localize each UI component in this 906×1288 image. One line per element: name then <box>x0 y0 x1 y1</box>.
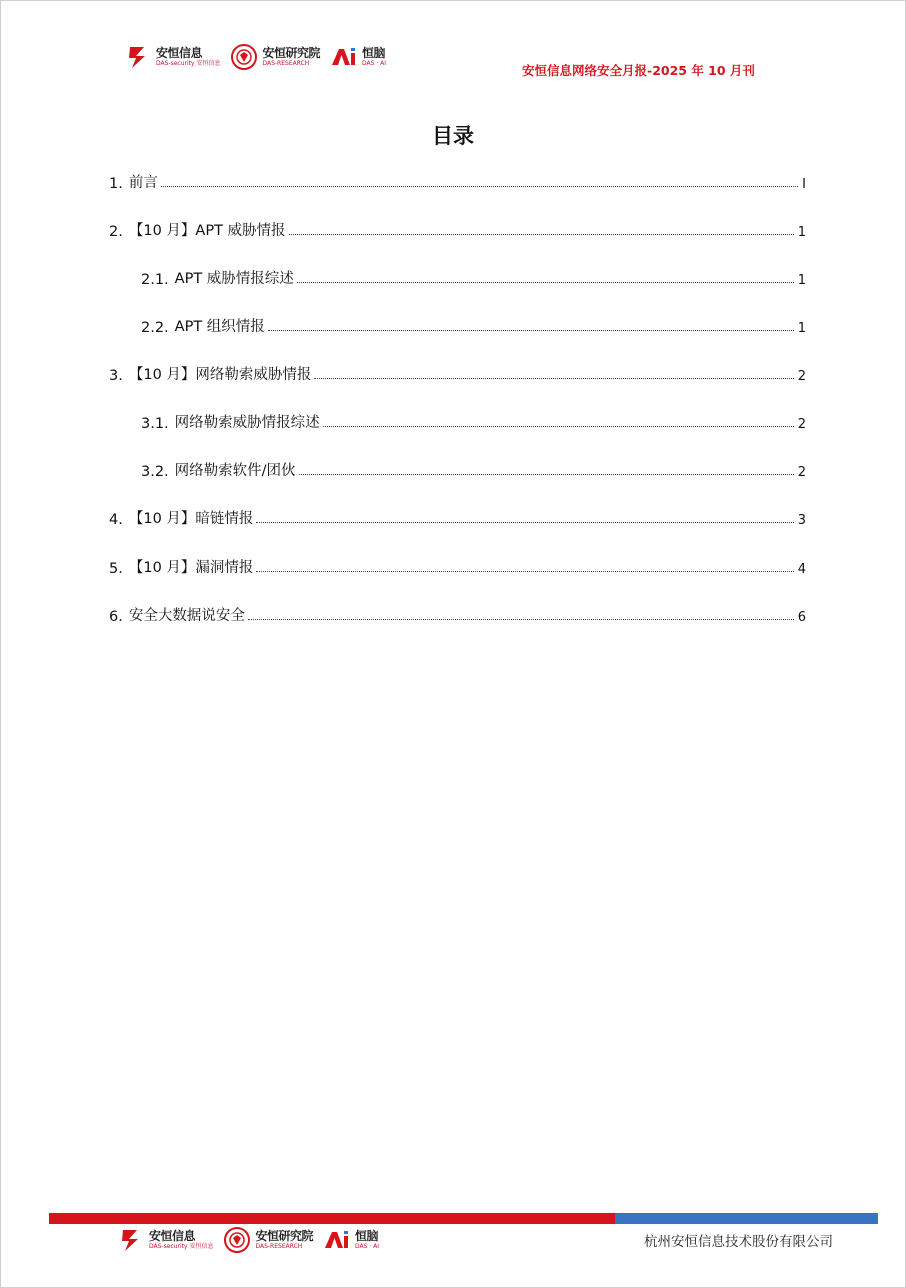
toc-entry-page: 4 <box>797 562 806 577</box>
logo-das-research-sub: DAS-RESEARCH <box>262 60 310 67</box>
toc-entry-6[interactable] <box>109 603 806 625</box>
logo-dbappsecurity-sub: DAS-security 安恒信息 <box>156 60 221 67</box>
toc-entry-page: 2 <box>797 369 806 384</box>
dbappsecurity-logo-icon <box>124 43 152 71</box>
footer-bar-blue <box>615 1213 878 1224</box>
toc-entry-label: APT 组织情报 <box>174 319 265 335</box>
footer-bar-red <box>49 1213 615 1224</box>
toc-entry-2-2[interactable] <box>141 314 806 336</box>
footer-color-bar <box>49 1213 878 1224</box>
toc-dot-leader <box>268 329 794 331</box>
footer-logo-dbappsecurity <box>117 1226 213 1254</box>
logo-dbappsecurity-name: 安恒信息 <box>156 46 203 60</box>
dbappsecurity-logo-icon <box>117 1226 145 1254</box>
das-ai-logo-icon <box>330 43 358 71</box>
toc-dot-leader <box>297 281 794 283</box>
toc-entry-page: 6 <box>797 610 806 625</box>
toc-entry-label: 网络勒索软件/团伙 <box>174 463 296 479</box>
toc-dot-leader <box>256 570 793 572</box>
toc-entry-page: 1 <box>797 321 806 336</box>
toc-dot-leader <box>256 521 793 523</box>
toc-entry-number: 1. <box>109 176 123 192</box>
footer-logo-das-research-name: 安恒研究院 <box>255 1229 313 1243</box>
toc-dot-leader <box>289 233 794 235</box>
logo-dbappsecurity <box>124 43 220 71</box>
logo-das-ai-sub: DAS · AI <box>361 60 387 67</box>
toc-entry-3-2[interactable] <box>141 458 806 480</box>
das-research-logo-icon <box>230 43 258 71</box>
header-logos <box>124 40 386 74</box>
toc-entry-label: 【10 月】APT 威胁情报 <box>128 223 286 239</box>
footer-logo-das-research-sub: DAS-RESEARCH <box>255 1243 303 1250</box>
toc-dot-leader <box>314 377 793 379</box>
toc-entry-number: 6. <box>109 609 123 625</box>
logo-das-research <box>230 43 320 71</box>
toc-entry-number: 5. <box>109 561 123 577</box>
toc-entry-1[interactable] <box>109 170 806 192</box>
toc-entry-number: 3.2. <box>141 464 169 480</box>
toc-entry-page: 1 <box>797 273 806 288</box>
footer-logo-das-research <box>223 1226 313 1254</box>
toc-dot-leader <box>248 618 794 620</box>
toc-entry-page: 2 <box>797 465 806 480</box>
toc-entry-label: 【10 月】漏洞情报 <box>128 560 254 576</box>
footer-logos <box>117 1224 379 1256</box>
toc-entry-number: 2.2. <box>141 320 169 336</box>
toc-entry-page: 1 <box>797 225 806 240</box>
footer-logo-das-ai-name: 恒脑 <box>354 1229 378 1243</box>
toc-entry-label: 安全大数据说安全 <box>128 608 245 624</box>
toc-dot-leader <box>161 185 798 187</box>
das-ai-logo-icon <box>323 1226 351 1254</box>
toc-entry-number: 4. <box>109 512 123 528</box>
das-research-logo-icon <box>223 1226 251 1254</box>
footer-company-name: 杭州安恒信息技术股份有限公司 <box>644 1234 833 1250</box>
toc-entry-label: 前言 <box>128 175 158 191</box>
toc-entry-number: 3.1. <box>141 416 169 432</box>
toc-entry-page: 2 <box>797 417 806 432</box>
logo-das-ai <box>330 43 386 71</box>
toc-entry-number: 2.1. <box>141 272 169 288</box>
toc-entry-label: APT 威胁情报综述 <box>174 271 294 287</box>
toc-entry-2-1[interactable] <box>141 266 806 288</box>
toc-entry-label: 【10 月】网络勒索威胁情报 <box>128 367 312 383</box>
toc-entry-number: 3. <box>109 368 123 384</box>
report-title: 安恒信息网络安全月报-2025 年 10 月刊 <box>522 63 755 78</box>
toc-dot-leader <box>323 425 794 427</box>
footer-logo-das-ai-sub: DAS · AI <box>354 1243 380 1250</box>
toc-entry-number: 2. <box>109 224 123 240</box>
footer-logo-dbappsecurity-name: 安恒信息 <box>149 1229 196 1243</box>
footer-logo-dbappsecurity-sub: DAS-security 安恒信息 <box>149 1243 214 1250</box>
toc-dot-leader <box>299 473 794 475</box>
logo-das-ai-name: 恒脑 <box>361 46 385 60</box>
toc-entry-2[interactable] <box>109 218 806 240</box>
toc-entry-label: 网络勒索威胁情报综述 <box>174 415 320 431</box>
toc-entry-page: 3 <box>797 513 806 528</box>
toc-title: 目录 <box>432 124 474 148</box>
toc-entry-5[interactable] <box>109 555 806 577</box>
toc-entry-4[interactable] <box>109 506 806 528</box>
toc-entry-page: I <box>802 177 806 192</box>
logo-das-research-name: 安恒研究院 <box>262 46 320 60</box>
toc-entry-label: 【10 月】暗链情报 <box>128 511 254 527</box>
toc-entry-3-1[interactable] <box>141 410 806 432</box>
toc-entry-3[interactable] <box>109 362 806 384</box>
footer-logo-das-ai <box>323 1226 379 1254</box>
